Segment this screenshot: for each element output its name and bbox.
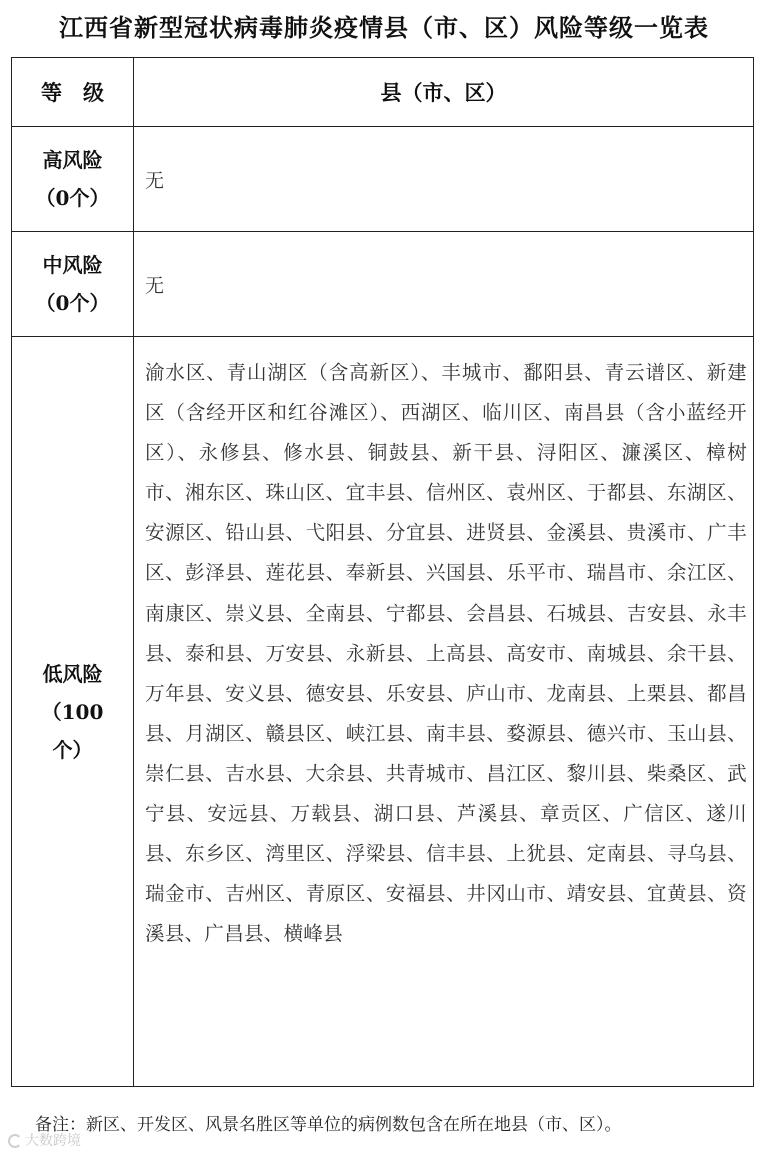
- header-level: 等 级: [12, 58, 134, 127]
- level-label-medium: 中风险: [42, 253, 103, 277]
- level-cell-high: [12, 127, 134, 232]
- table-row-high-risk: [12, 127, 754, 232]
- watermark-text: 大数跨境: [25, 1133, 81, 1149]
- areas-cell-high: 无: [134, 127, 754, 232]
- footnote: 备注：新区、开发区、风景名胜区等单位的病例数包含在所在地县（市、区）。: [35, 1115, 622, 1135]
- page-title: 江西省新型冠状病毒肺炎疫情县（市、区）风险等级一览表: [59, 13, 709, 42]
- level-label-high: 高风险: [42, 148, 103, 172]
- level-label-low: 低风险: [42, 661, 103, 686]
- watermark: [8, 1130, 81, 1150]
- areas-cell-medium: 无: [134, 232, 754, 337]
- table-row-low-risk: [12, 337, 754, 1087]
- level-count-low-line1: （100: [41, 699, 104, 724]
- header-areas: 县（市、区）: [134, 58, 754, 127]
- risk-level-table: [11, 57, 754, 1087]
- level-count-high: （0个）: [35, 186, 110, 210]
- areas-cell-low: 渝水区、青山湖区（含高新区）、丰城市、鄱阳县、青云谱区、新建区（含经开区和红谷滩区）、西湖区、临川区、南昌县（含小蓝经开区）、永修县、修水县、铜鼓县、新干县、浔阳区、濂溪区、樟树市、湘东区、珠山区、宜丰县、信州区、袁州区、于都县、东湖区、安源区、铅山县、弋阳县、分宜县、进贤县、金溪县、贵溪市、广丰区、彭泽县、莲花县、奉新县、兴国县、乐平市、瑞昌市、余江区、南康区、崇义县、全南县、宁都县、会昌县、石城县、吉安县、永丰县、泰和县、万安县、永新县、上高县、高安市、南城县、余干县、万年县、安义县、德安县、乐安县、庐山市、龙南县、上栗县、都昌县、月湖区、赣县区、峡江县、南丰县、婺源县、德兴市、玉山县、崇仁县、吉水县、大余县、共青城市、昌江区、黎川县、柴桑区、武宁县、安远县、万载县、湖口县、芦溪县、章贡区、广信区、遂川县、东乡区、湾里区、浮梁县、信丰县、上犹县、定南县、寻乌县、瑞金市、吉州区、青原区、安福县、井冈山市、靖安县、宜黄县、资溪县、广昌县、横峰县: [134, 337, 754, 1087]
- watermark-logo-icon: [8, 1134, 22, 1148]
- level-cell-low: [12, 337, 134, 1087]
- table-header-row: [12, 58, 754, 127]
- level-count-low-line2: 个）: [52, 737, 93, 762]
- table-row-medium-risk: [12, 232, 754, 337]
- level-cell-medium: [12, 232, 134, 337]
- level-count-medium: （0个）: [35, 291, 110, 315]
